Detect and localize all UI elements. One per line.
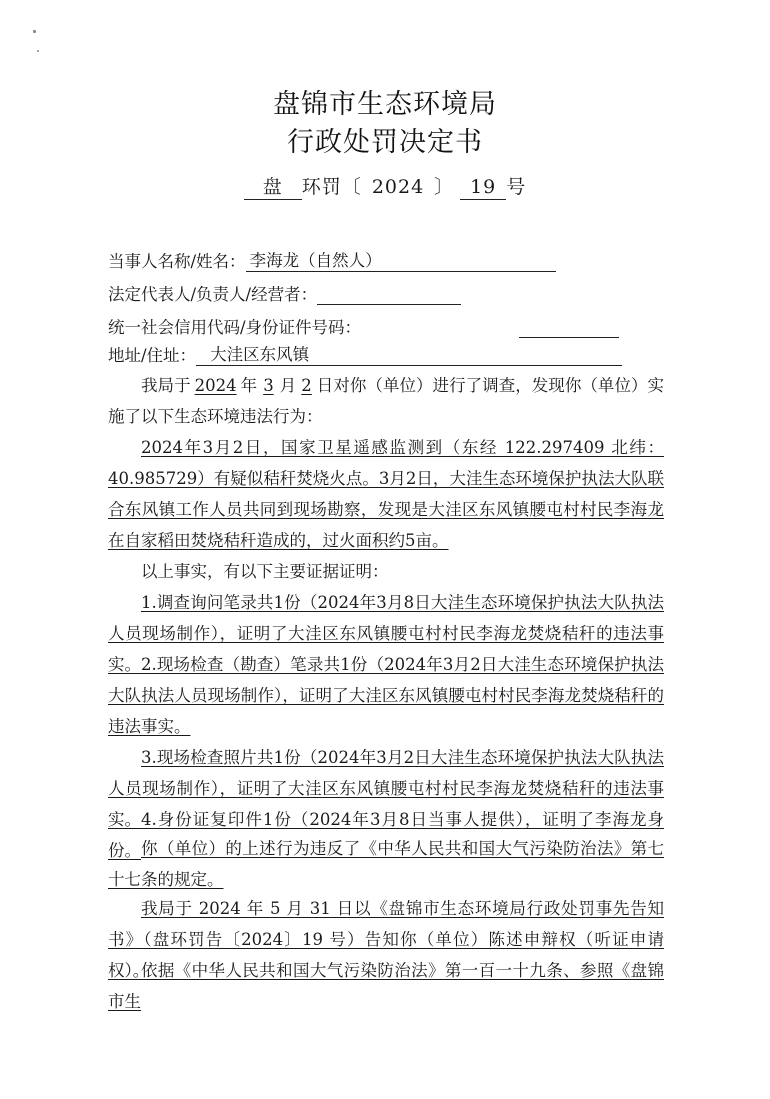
doc-number-value: 19 (460, 177, 506, 200)
scan-speck (37, 50, 39, 52)
id-code-label: 统一社会信用代码/身份证件号码： (108, 318, 362, 337)
notice-paragraph: 我局于 2024 年 5 月 31 日以《盘锦市生态环境局行政处罚事先告知书》（盘环罚告〔2024〕19 号）告知你（单位）陈述申辩权（听证申请权）。 (108, 899, 664, 980)
document-number (0, 172, 770, 200)
investigation-day: 2 (301, 376, 312, 395)
facts-paragraph: 2024年3月2日，国家卫星遥感监测到（东经 122.297409 北纬：40.985729）有疑似秸秆焚烧火点。3月2日，大洼生态环境保护执法大队联合东风镇工作人员共同到现场勘察，发现是大洼区东风镇腰屯村村民李海龙在自家稻田焚烧秸秆造成的，过火面积约5亩。 (108, 438, 664, 550)
investigation-paragraph (108, 370, 664, 432)
party-name-label: 当事人名称/姓名： (108, 252, 246, 271)
party-name-row (108, 248, 556, 272)
legal-rep-value (317, 286, 461, 305)
investigation-month-unit: 月 (279, 376, 297, 395)
investigation-year-unit: 年 (240, 376, 258, 395)
address-label: 地址/住址： (108, 346, 197, 365)
doc-number-prefix: 盘 (244, 177, 302, 200)
investigation-year: 2024 (194, 376, 237, 395)
evidence-item-4: 4.身份证复印件1份（2024年3月8日当事人提供），证明了李海龙身份。 (108, 810, 664, 860)
doc-number-suffix: 号 (506, 176, 527, 198)
investigation-month: 3 (263, 376, 274, 395)
address-value: 大洼区东风镇 (196, 345, 622, 366)
evidence-intro: 以上事实，有以下主要证据证明： (141, 562, 389, 581)
basis-paragraph: 依据《中华人民共和国大气污染防治法》第一百一十九条、参照《盘锦市生 (108, 961, 664, 1011)
evidence-item-3: 3.现场检查照片共1份（2024年3月2日大洼生态环境保护执法大队执法人员现场制作），证明了大洼区东风镇腰屯村村民李海龙焚烧秸秆的违法事实。 (108, 748, 664, 829)
document-type-title: 行政处罚决定书 (287, 127, 483, 158)
evidence-item-2: 2.现场检查（勘查）笔录共1份（2024年3月2日大洼生态环境保护执法大队执法人员现场制作），证明了大洼区东风镇腰屯村村民李海龙焚烧秸秆的违法事实。 (108, 655, 664, 736)
id-code-row (108, 314, 619, 338)
investigation-text: 我局于 (141, 376, 191, 395)
doc-number-year: 2024 (371, 176, 425, 198)
evidence-item-1: 1.调查询问笔录共1份（2024年3月8日大洼生态环境保护执法大队执法人员现场制作），证明了大洼区东风镇腰屯村村民李海龙焚烧秸秆的违法事实。 (108, 593, 664, 674)
legal-rep-label: 法定代表人/负责人/经营者： (108, 285, 318, 304)
id-code-value (519, 319, 619, 338)
party-name-value: 李海龙（自然人） (246, 251, 556, 272)
scan-speck (33, 30, 36, 33)
doc-number-mid2: 〕 (434, 176, 455, 198)
legal-rep-row (108, 281, 461, 305)
doc-number-mid1: 环罚〔 (301, 176, 362, 198)
violation-paragraph: 你（单位）的上述行为违反了《中华人民共和国大气污染防治法》第七十七条的规定。 (108, 839, 664, 889)
investigation-text-cont: 日对你（单位）进行了调查，发现你（单位）实施了以下生态环境违法行为： (108, 376, 665, 426)
address-row (108, 342, 622, 366)
agency-title: 盘锦市生态环境局 (273, 89, 497, 120)
